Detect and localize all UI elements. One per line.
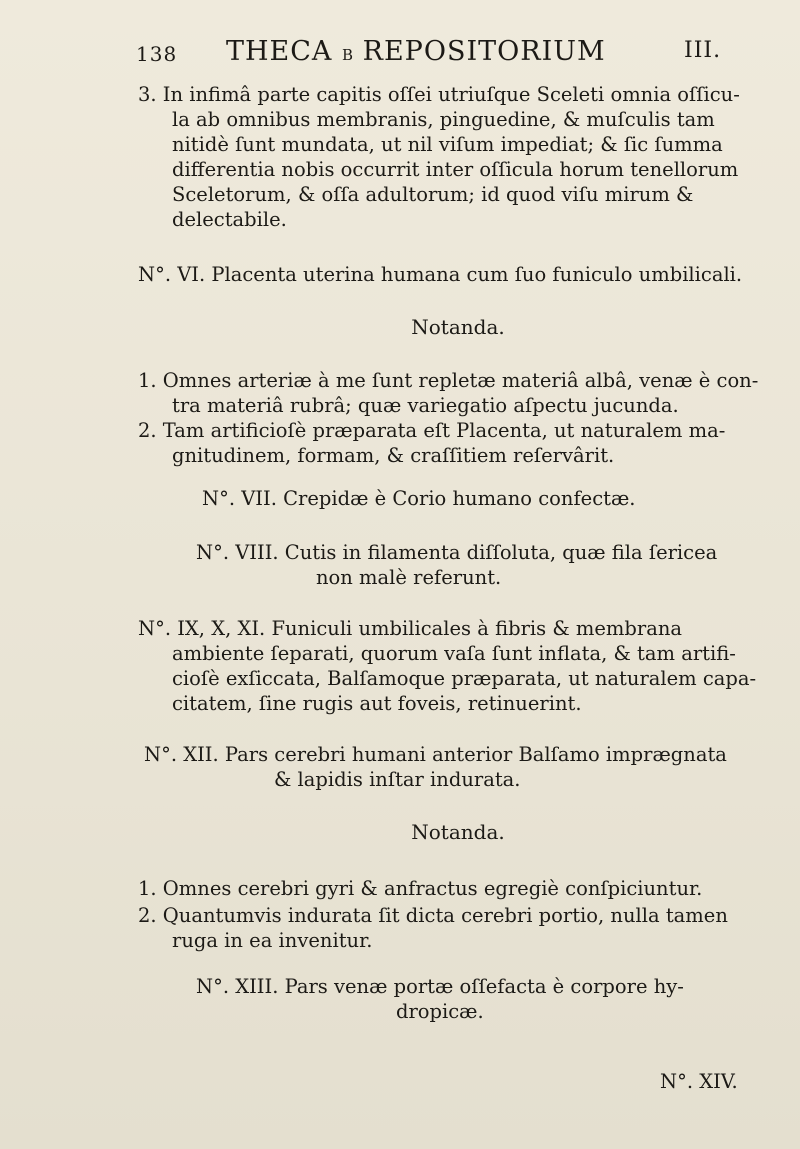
running-header <box>136 36 756 72</box>
volume-number: III. <box>684 38 722 63</box>
item-6-heading: N°. VI. Placenta uterina humana cum ſuo funiculo umbilicali. <box>138 263 743 286</box>
item-8-heading: N°. VIII. Cutis in filamenta diſſoluta, quæ fila ſericea non malè referunt. <box>196 541 718 589</box>
item-12-heading: N°. XII. Pars cerebri humani anterior Balſamo imprægnata & lapidis inſtar indurata. <box>144 743 727 791</box>
item-12-note-1: 1. Omnes cerebri gyri & anfractus egregiè conſpiciuntur. <box>138 877 703 900</box>
item-12-note-2: 2. Quantumvis indurata ſit dicta cerebri portio, nulla tamen ruga in ea invenitur. <box>138 904 728 952</box>
running-title: THECA B REPOSITORIUM <box>226 36 606 67</box>
page-number: 138 <box>136 42 178 66</box>
item-6-note-1: 1. Omnes arteriæ à me ſunt repletæ materiâ albâ, venæ è con- tra materiâ rubrâ; quæ variegatio aſpectu jucunda. <box>138 369 759 417</box>
item-9-11-paragraph: N°. IX, X, XI. Funiculi umbilicales à fibris & membrana ambiente ſeparati, quorum vaſa ſunt inflata, & tam artifi- cioſè exſiccata, Balſamoque præparata, ut naturalem capa- citatem, ſine rugis aut foveis, retinuerint. <box>138 617 757 715</box>
item-7-heading: N°. VII. Crepidæ è Corio humano confectæ. <box>202 487 636 510</box>
notanda-heading-2: Notanda. <box>411 820 505 844</box>
catchword: N°. XIV. <box>660 1070 738 1093</box>
item-13-heading: N°. XIII. Pars venæ portæ oſſefacta è corpore hy- dropicæ. <box>196 975 684 1023</box>
paragraph-3: 3. In infimâ parte capitis oſſei utriuſque Sceleti omnia oſſicu- la ab omnibus membranis, pinguedine, & muſculis tam nitidè ſunt mundata, ut nil viſum impediat; & ſic ſumma differentia nobis occurrit inter oſſicula horum tenellorum Sceletorum, & oſſa adultorum; id quod viſu mirum & delectabile. <box>138 83 740 231</box>
notanda-heading-1: Notanda. <box>411 315 505 339</box>
item-6-note-2: 2. Tam artificioſè præparata eſt Placenta, ut naturalem ma- gnitudinem, formam, & craſſitiem reſervârit. <box>138 419 726 467</box>
